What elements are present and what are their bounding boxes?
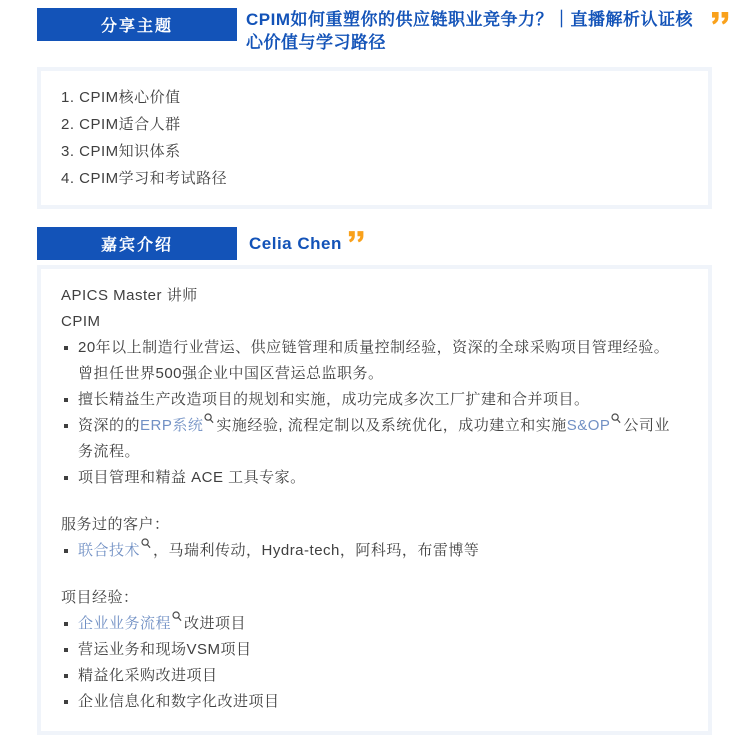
search-icon — [172, 611, 182, 622]
bullet-text: 精益化采购改进项目 — [78, 667, 218, 684]
bullet-text: 企业信息化和数字化改进项目 — [78, 693, 280, 710]
list-item — [61, 538, 688, 564]
bullet-text: 3. CPIM知识体系 — [61, 143, 181, 160]
list-item — [61, 84, 688, 111]
guest-intro-banner — [37, 227, 237, 260]
bullet-text: 资深的的 — [78, 417, 141, 434]
topic-title-wrap — [246, 8, 698, 54]
projects-label: 项目经验： — [61, 589, 139, 606]
search-icon — [141, 538, 151, 549]
share-topic-banner — [37, 8, 237, 41]
list-item — [61, 465, 688, 491]
guest-name-wrap — [249, 234, 365, 254]
list-item — [61, 335, 688, 387]
clients-list — [61, 538, 688, 564]
spacer — [61, 491, 688, 512]
double-quote-icon — [348, 230, 365, 244]
list-item — [61, 663, 688, 689]
list-item — [61, 111, 688, 138]
agenda-list — [61, 84, 688, 192]
search-link[interactable]: 企业业务流程 — [78, 615, 184, 632]
list-item — [61, 165, 688, 192]
intro-line: APICS Master 讲师 — [61, 287, 198, 304]
list-item — [61, 637, 688, 663]
bullet-text: 4. CPIM学习和考试路径 — [61, 170, 228, 187]
experience-list — [61, 335, 688, 491]
search-link[interactable]: S&OP — [567, 417, 624, 434]
list-item — [61, 689, 688, 715]
bullet-text: 改进项目 — [184, 615, 247, 632]
bullet-text: 公司业务流程。 — [78, 417, 670, 460]
bullet-text: 项目管理和精益 ACE 工具专家。 — [78, 469, 306, 486]
share-topic-banner-label: 分享主题 — [100, 18, 173, 35]
search-link[interactable]: 联合技术 — [78, 542, 153, 559]
projects-list — [61, 611, 688, 715]
bullet-text: 实施经验, 流程定制以及系统优化，成功建立和实施 — [216, 417, 567, 434]
guest-profile-box — [37, 265, 712, 735]
bullet-text: 1. CPIM核心价值 — [61, 89, 181, 106]
clients-label: 服务过的客户： — [61, 516, 170, 533]
topic-section-header — [37, 8, 712, 54]
list-item — [61, 387, 688, 413]
intro-line: CPIM — [61, 313, 101, 330]
bullet-text: 营运业务和现场VSM项目 — [78, 641, 252, 658]
search-icon — [204, 413, 214, 424]
list-item — [61, 138, 688, 165]
guest-section-header — [37, 227, 712, 260]
double-quote-icon — [711, 11, 730, 26]
guest-name: Celia Chen — [249, 233, 342, 253]
guest-intro-banner-label: 嘉宾介绍 — [100, 237, 173, 254]
spacer — [61, 564, 688, 585]
list-item — [61, 413, 688, 465]
list-item — [61, 611, 688, 637]
bullet-text: 擅长精益生产改造项目的规划和实施，成功完成多次工厂扩建和合并项目。 — [78, 391, 590, 408]
agenda-box — [37, 67, 712, 209]
topic-title: CPIM如何重塑你的供应链职业竞争力？｜直播解析认证核心价值与学习路径 — [246, 10, 693, 52]
search-icon — [611, 413, 621, 424]
search-link[interactable]: ERP系统 — [140, 417, 216, 434]
bullet-text: 20年以上制造行业营运、供应链管理和质量控制经验，资深的全球采购项目管理经验。曾担任世界500强企业中国区营运总监职务。 — [78, 339, 670, 382]
bullet-text: ，马瑞利传动，Hydra-tech，阿科玛，布雷博等 — [153, 542, 480, 559]
bullet-text: 2. CPIM适合人群 — [61, 116, 181, 133]
